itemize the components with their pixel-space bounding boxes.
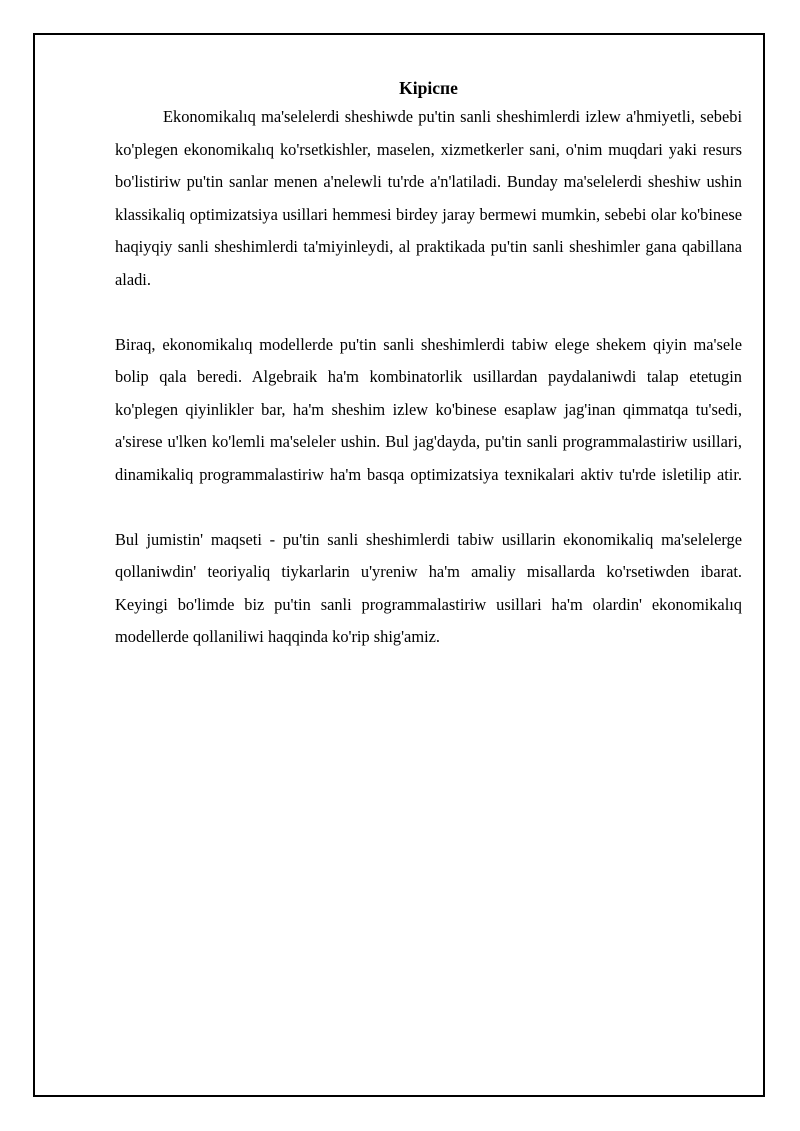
paragraph-goal: Bul jumistin' maqseti - pu'tin sanli sheshimlerdi tabiw usillarin ekonomikaliq ma'selelerge qollaniwdin' teoriyaliq tiykarlarin u'yreniw ha'm amaliy misallarda ko'rsetiwden ibarat. Keyingi bo'limde biz pu'tin sanli programmalastiriw usillari ha'm olardin' ekonomikalıq modellerde qollaniliwi haqqinda ko'rip shig'amiz. bbox=[115, 529, 742, 646]
document-body bbox=[115, 76, 742, 654]
page-title: Kipicпe bbox=[399, 78, 458, 98]
paragraph-spacer bbox=[115, 491, 742, 524]
paragraph-intro: Ekonomikalıq ma'selelerdi sheshiwde pu'tin sanli sheshimlerdi izlew a'hmiyetli, sebebi ko'plegen ekonomikalıq ko'rsetkishler, maselen, xizmetkerler sani, o'nim muqdari yaki resurs bo'listiriw pu'tin sanlar menen a'nelewli tu'rde a'n'latiladi. Bunday ma'selelerdi sheshiw ushin klassikaliq optimizatsiya usillari hemmesi birdey jaray bermewi mumkin, sebebi olar ko'binese haqiyqiy sanli sheshimlerdі ta'miyinleydi, al praktikada pu'tin sanli sheshimler gana qabillana aladi. bbox=[115, 107, 742, 289]
paragraph-spacer bbox=[115, 296, 742, 329]
paragraph-problem: Biraq, ekonomikalıq modellerde pu'tin sanli sheshimlerdi tabiw elege shekem qiyin ma'sele bolip qala beredi. Algebraik ha'm kombinatorlik usillardan paydalaniwdi talap etetugin ko'plegen qiyinlikler bar, ha'm sheshim izlew ko'binese esaplaw jag'inan qimmatqa tu'sedi, a'sirese u'lken ko'lemli ma'seleler ushin. Bul jag'dayda, pu'tin sanli programmalastiriw usillari, dinamikaliq programmalastiriw ha'm basqa optimizatsiya texnikalari aktiv tu'rde isletilip atir. bbox=[115, 334, 742, 484]
